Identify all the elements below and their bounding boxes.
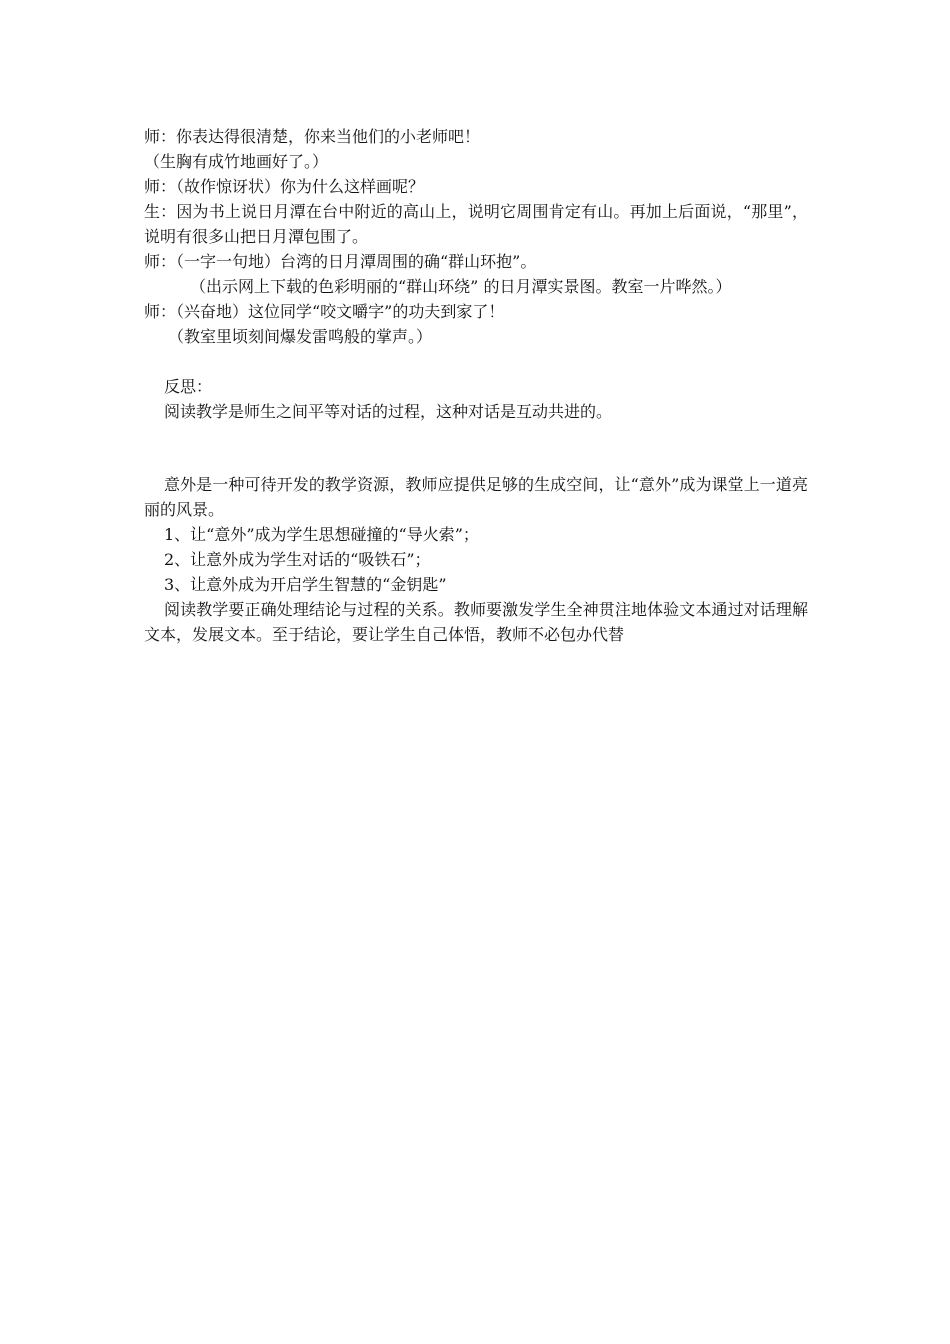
dialogue-line-stage-1: （生胸有成竹地画好了。） [144,152,329,171]
dialogue-line-teacher-1: 师：你表达得很清楚，你来当他们的小老师吧！ [144,127,481,146]
spacer [144,424,808,472]
reflection-heading: 反思： [164,377,213,396]
dialogue-line-stage-3: （教室里顷刻间爆发雷鸣般的掌声。） [168,327,433,346]
discussion-point-3: 3、让意外成为开启学生智慧的“金钥匙” [164,575,447,594]
spacer [144,349,808,374]
dialogue-line-student: 生：因为书上说日月潭在台中附近的高山上，说明它周围肯定有山。再加上后面说，“那里”，说明有很多山把日月潭包围了。 [144,202,808,246]
dialogue-line-stage-2: （出示网上下载的色彩明丽的“群山环绕” 的日月潭实景图。教室一片哗然。） [190,277,732,296]
dialogue-line-teacher-3: 师：（一字一句地）台湾的日月潭周围的确“群山环抱”。 [144,252,537,271]
discussion-point-1: 1、让“意外”成为学生思想碰撞的“导火索”； [164,525,479,544]
reflection-text: 阅读教学是师生之间平等对话的过程，这种对话是互动共进的。 [164,402,613,421]
discussion-closing: 阅读教学要正确处理结论与过程的关系。教师要激发学生全神贯注地体验文本通过对话理解文本，发展文本。至于结论，要让学生自己体悟，教师不必包办代替 [144,600,808,644]
dialogue-line-teacher-2: 师：（故作惊讶状）你为什么这样画呢？ [144,177,425,196]
discussion-point-2: 2、让意外成为学生对话的“吸铁石”； [164,550,431,569]
discussion-intro: 意外是一种可待开发的教学资源，教师应提供足够的生成空间，让“意外”成为课堂上一道亮丽的风景。 [144,475,808,519]
document-body [144,124,808,647]
dialogue-line-teacher-4: 师：（兴奋地）这位同学“咬文嚼字”的功夫到家了！ [144,302,505,321]
